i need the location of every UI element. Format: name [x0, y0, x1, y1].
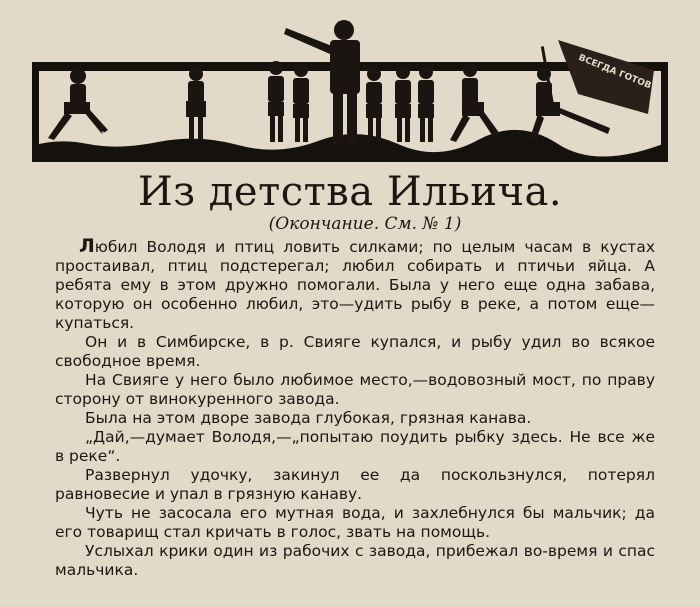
artist-monogram: МА [92, 131, 106, 141]
header-illustration [18, 6, 682, 162]
running-boy-left [48, 68, 108, 140]
article-title: Из детства Ильича. [137, 169, 563, 215]
paragraph: Была на этом дворе завода глубокая, грязная канава. [85, 409, 532, 427]
paragraph [55, 237, 655, 333]
paragraph: „Дай,—думает Володя,—„попытаю поудить рыбку здесь. Не все же в реке“. [55, 428, 655, 465]
paragraph: Услыхал крики один из рабочих с завода, прибежал во-время и спас мальчика. [55, 542, 655, 579]
article-subtitle: (Окончание. См. № 1) [268, 214, 462, 234]
children-group-right [366, 65, 434, 142]
paragraph: Чуть не засосала его мутная вода, и захлебнулся бы мальчик; да его товарищ стал кричать в голос, звать на помощь. [55, 504, 655, 541]
paragraph: Развернул удочку, закинул ее да поскользнулся, потерял равновесие и упал в грязную канаву. [55, 466, 655, 503]
drummer-boy [186, 67, 206, 139]
children-group [268, 61, 309, 142]
article-body [55, 237, 655, 580]
paragraph: Он и в Симбирске, в р. Свияге купался, и рыбу удил во всякое свободное время. [55, 333, 655, 370]
paragraph-text: юбил Володя и птиц ловить силками; по целым часам в кустах простаивал, птиц подстерегал; любил собирать и птичьи яйца. А ребята ему в этом дружно помогали. Была у него еще одна забава, которую он особенно любил, это—удить рыбу в реке, а потом еще—купаться. [55, 238, 655, 332]
paragraph: На Свияге у него было любимое место,—водовозный мост, по праву сторону от винокуренного завода. [55, 371, 655, 408]
drop-cap: Л [79, 235, 95, 257]
walking-boy [450, 63, 500, 142]
banner-text: ВСЕГДА ГОТОВ [576, 53, 653, 92]
